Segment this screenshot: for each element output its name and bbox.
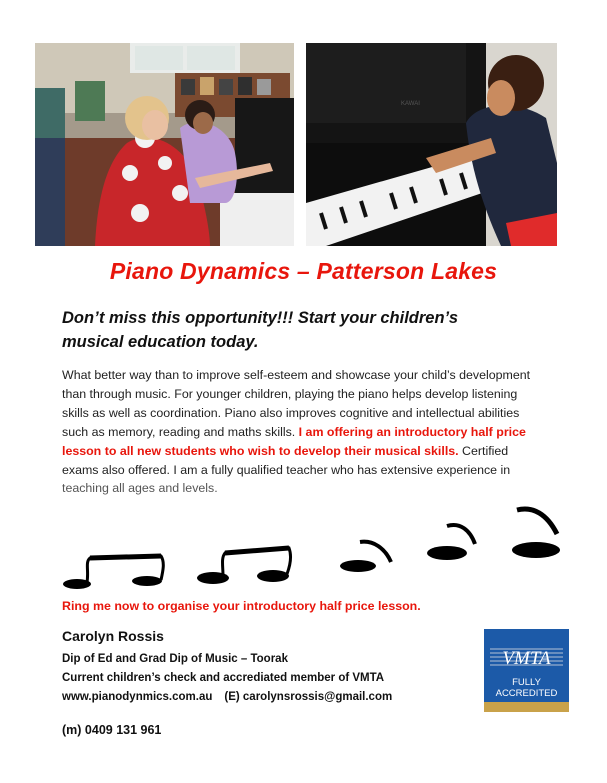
qualifications: Dip of Ed and Grad Dip of Music – Toorak	[62, 653, 288, 665]
vmta-accredited-badge	[484, 629, 569, 712]
badge-logo-text: VMTA	[502, 648, 551, 669]
badge-line-1: FULLY	[512, 677, 541, 688]
membership: Current children’s check and accrediated member of VMTA	[62, 672, 385, 684]
music-notes-decoration	[55, 496, 575, 596]
vmta-logo-icon	[484, 629, 569, 712]
page-title: Piano Dynamics – Patterson Lakes	[109, 258, 498, 284]
offer-highlight: I am offering an introductory half price lesson to all new students who wish to develop their musical skills.	[62, 424, 526, 458]
music-notes-icon	[55, 496, 575, 596]
website-link[interactable]: www.pianodynmics.com.au	[62, 691, 213, 703]
body-text	[62, 366, 538, 498]
teacher-student-photo	[35, 43, 294, 246]
svg-text:KAWAI: KAWAI	[401, 101, 420, 107]
headline-line-2: musical education today.	[62, 333, 259, 351]
email-link[interactable]: (E) carolynsrossis@gmail.com	[224, 691, 393, 703]
teacher-student-image	[35, 43, 294, 246]
teacher-name: Carolyn Rossis	[62, 628, 164, 644]
body-part-1: What better way than to improve self-esteem and showcase your child’s development than through music. For younger children, playing the piano helps develop listening skills as well as coordination. Piano also improves cognitive and intellectual abilities such as memory, reading and maths skills.	[62, 368, 531, 439]
web-email-line	[62, 688, 482, 707]
contact-block	[62, 628, 482, 707]
headline	[62, 306, 532, 354]
call-to-action: Ring me now to organise your introductory half price lesson.	[62, 599, 421, 613]
headline-line-1: Don’t miss this opportunity!!! Start your children’s	[62, 309, 459, 327]
body-part-2: Certified exams also offered. I am a fully qualified teacher who has extensive experience in	[62, 443, 511, 477]
body-part-3: teaching all ages and levels.	[62, 481, 218, 496]
badge-line-2: ACCREDITED	[495, 688, 558, 699]
phone-number: (m) 0409 131 961	[62, 723, 162, 737]
boy-piano-photo	[306, 43, 557, 246]
boy-piano-image	[306, 43, 557, 246]
